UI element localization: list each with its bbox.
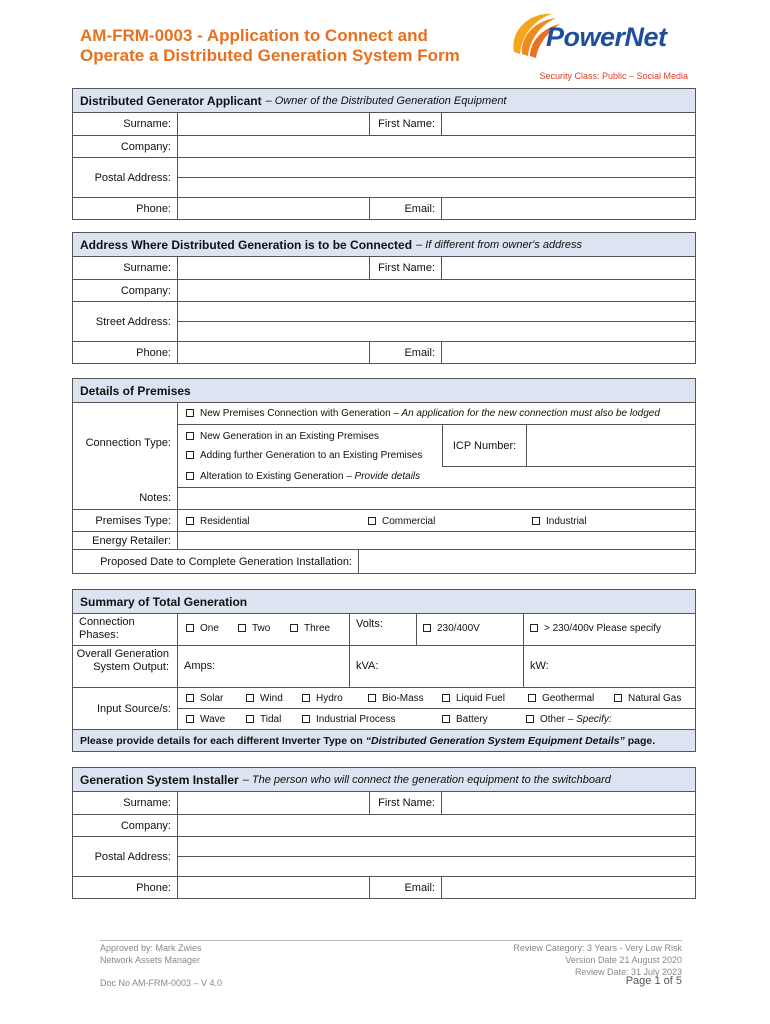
first-name-label: First Name:	[369, 113, 441, 135]
logo-text: PowerNet	[546, 22, 667, 52]
surname-label: Surname:	[123, 118, 171, 130]
summary-heading-title: Summary of Total Generation	[80, 594, 248, 609]
liquid-fuel-option: Liquid Fuel	[456, 693, 505, 704]
adding-further-checkbox[interactable]	[186, 451, 194, 459]
email-label: Email:	[369, 877, 441, 898]
natural-gas-option: Natural Gas	[628, 693, 682, 704]
new-premises-option: New Premises Connection with Generation	[200, 408, 391, 419]
commercial-option: Commercial	[382, 516, 436, 527]
address-surname-field[interactable]	[177, 257, 369, 279]
surname-label: Surname:	[123, 262, 171, 274]
bio-mass-checkbox[interactable]	[368, 694, 376, 702]
first-name-label: First Name:	[369, 792, 441, 814]
premises-type-label: Premises Type:	[95, 514, 171, 527]
note-prefix: Please provide details for each different Inverter Type on	[80, 734, 363, 747]
commercial-checkbox[interactable]	[368, 517, 376, 525]
industrial-process-checkbox[interactable]	[302, 715, 310, 723]
proposed-date-label: Proposed Date to Complete Generation Installation:	[100, 555, 352, 568]
installer-heading-title: Generation System Installer	[80, 772, 239, 787]
energy-retailer-label: Energy Retailer:	[92, 534, 171, 547]
tidal-checkbox[interactable]	[246, 715, 254, 723]
wind-checkbox[interactable]	[246, 694, 254, 702]
solar-option: Solar	[200, 693, 224, 704]
postal-address-label: Postal Address:	[94, 171, 171, 184]
tidal-option: Tidal	[260, 714, 282, 725]
address-heading-title: Address Where Distributed Generation is to be Connected	[80, 237, 413, 252]
company-label: Company:	[120, 819, 171, 832]
connection-phases-label: Connection Phases:	[79, 616, 135, 641]
installer-email-field[interactable]	[441, 877, 695, 898]
phase-one-checkbox[interactable]	[186, 624, 194, 632]
wave-checkbox[interactable]	[186, 715, 194, 723]
address-company-field[interactable]	[177, 280, 695, 301]
other-option: Other	[540, 714, 566, 725]
installer-company-field[interactable]	[177, 815, 695, 836]
review-date: Review Date: 31 July 2023	[574, 967, 682, 977]
applicant-postal-address-field[interactable]	[177, 158, 695, 197]
wind-option: Wind	[260, 693, 283, 704]
alteration-checkbox[interactable]	[186, 472, 194, 480]
phase-one-option: One	[200, 623, 219, 634]
connection-type-options	[177, 403, 695, 508]
installer-section	[72, 767, 696, 899]
installer-heading-subtitle: – The person who will connect the generation equipment to the switchboard	[242, 773, 611, 786]
energy-retailer-field[interactable]	[177, 532, 695, 549]
new-premises-note: – An application for the new connection must also be lodged	[393, 408, 660, 419]
applicant-email-field[interactable]	[441, 198, 695, 219]
page-number: Page 1 of 5	[625, 975, 682, 987]
applicant-heading-title: Distributed Generator Applicant	[80, 93, 262, 108]
amps-field[interactable]	[177, 646, 349, 687]
geothermal-option: Geothermal	[542, 693, 595, 704]
applicant-section	[72, 88, 696, 220]
amps-label: Amps:	[184, 660, 216, 672]
address-street-field[interactable]	[177, 302, 695, 341]
inverter-details-note	[73, 729, 695, 751]
powernet-logo	[508, 8, 693, 68]
alteration-note: – Provide details	[346, 471, 421, 482]
kw-field[interactable]	[523, 646, 695, 687]
alteration-option: Alteration to Existing Generation	[200, 471, 344, 482]
premises-section	[72, 378, 696, 574]
industrial-checkbox[interactable]	[532, 517, 540, 525]
email-label: Email:	[369, 198, 441, 219]
applicant-heading-subtitle: – Owner of the Distributed Generation Equipment	[265, 94, 507, 107]
kw-label: kW:	[530, 660, 549, 672]
applicant-phone-field[interactable]	[177, 198, 369, 219]
address-heading	[73, 233, 695, 257]
postal-address-label: Postal Address:	[94, 850, 171, 863]
summary-heading	[73, 590, 695, 614]
volts-gt230-option-cell	[523, 614, 695, 645]
security-class: Security Class: Public – Social Media	[539, 71, 688, 81]
residential-option: Residential	[200, 516, 250, 527]
volts-230-checkbox[interactable]	[423, 624, 431, 632]
address-section	[72, 232, 696, 364]
phone-label: Phone:	[136, 881, 171, 894]
hydro-checkbox[interactable]	[302, 694, 310, 702]
kva-field[interactable]	[349, 646, 523, 687]
title-line-2: Operate a Distributed Generation System Form	[80, 46, 460, 65]
approved-by: Approved by: Mark Zwies	[100, 943, 202, 953]
notes-label: Notes:	[139, 492, 171, 504]
phase-two-option: Two	[252, 623, 271, 634]
address-phone-field[interactable]	[177, 342, 369, 363]
volts-gt230-option: > 230/400v Please specify	[544, 623, 662, 634]
volts-230-option-cell	[416, 614, 523, 645]
version-date: Version Date 21 August 2020	[565, 955, 682, 965]
address-email-field[interactable]	[441, 342, 695, 363]
volts-label: Volts:	[349, 614, 416, 645]
company-label: Company:	[120, 284, 171, 297]
form-title	[80, 26, 510, 66]
street-address-label: Street Address:	[95, 315, 171, 328]
phone-label: Phone:	[136, 202, 171, 215]
surname-label: Surname:	[123, 797, 171, 809]
address-heading-subtitle: – If different from owner's address	[416, 238, 583, 251]
note-suffix: page.	[627, 734, 656, 747]
other-checkbox[interactable]	[526, 715, 534, 723]
industrial-option: Industrial	[546, 516, 587, 527]
page-footer	[100, 940, 682, 988]
applicant-heading	[73, 89, 695, 113]
phase-three-checkbox[interactable]	[290, 624, 298, 632]
title-line-1: AM-FRM-0003 - Application to Connect and	[80, 26, 428, 45]
input-sources-label: Input Source/s:	[97, 702, 171, 715]
installer-postal-address-field[interactable]	[177, 837, 695, 876]
installer-heading	[73, 768, 695, 792]
installer-surname-field[interactable]	[177, 792, 369, 814]
first-name-label: First Name:	[369, 257, 441, 279]
applicant-company-field[interactable]	[177, 136, 695, 157]
approver-role: Network Assets Manager	[100, 955, 201, 965]
overall-output-label: Overall Generation System Output:	[76, 648, 169, 673]
premises-type-options	[177, 510, 695, 531]
other-note: – Specify:	[567, 714, 612, 725]
residential-checkbox[interactable]	[186, 517, 194, 525]
applicant-first-name-field[interactable]	[441, 113, 695, 135]
premises-heading-title: Details of Premises	[80, 383, 191, 398]
industrial-process-option: Industrial Process	[316, 714, 396, 725]
icp-number-field[interactable]	[526, 425, 695, 467]
hydro-option: Hydro	[316, 693, 343, 704]
input-sources-options	[177, 688, 695, 729]
installer-phone-field[interactable]	[177, 877, 369, 898]
battery-checkbox[interactable]	[442, 715, 450, 723]
battery-option: Battery	[456, 714, 488, 725]
company-label: Company:	[120, 140, 171, 153]
phone-label: Phone:	[136, 346, 171, 359]
volts-gt230-checkbox[interactable]	[530, 624, 538, 632]
connection-type-label: Connection Type:	[85, 437, 171, 449]
geothermal-checkbox[interactable]	[528, 694, 536, 702]
installer-first-name-field[interactable]	[441, 792, 695, 814]
new-existing-option: New Generation in an Existing Premises	[200, 431, 379, 442]
volts-230-option: 230/400V	[437, 623, 480, 634]
applicant-surname-field[interactable]	[177, 113, 369, 135]
bio-mass-option: Bio-Mass	[382, 693, 424, 704]
review-category: Review Category: 3 Years - Very Low Risk	[513, 943, 682, 953]
phase-three-option: Three	[304, 623, 331, 634]
address-first-name-field[interactable]	[441, 257, 695, 279]
liquid-fuel-checkbox[interactable]	[442, 694, 450, 702]
doc-number: Doc No AM-FRM-0003 – V 4.0	[100, 978, 223, 988]
premises-heading	[73, 379, 695, 403]
summary-section	[72, 589, 696, 752]
kva-label: kVA:	[356, 660, 379, 672]
note-link-text: “Distributed Generation System Equipment Details”	[365, 734, 625, 747]
phase-two-checkbox[interactable]	[238, 624, 246, 632]
adding-further-option: Adding further Generation to an Existing Premises	[200, 450, 423, 461]
natural-gas-checkbox[interactable]	[614, 694, 622, 702]
proposed-date-field[interactable]	[358, 550, 695, 573]
phases-options	[177, 614, 349, 645]
new-existing-checkbox[interactable]	[186, 432, 194, 440]
solar-checkbox[interactable]	[186, 694, 194, 702]
wave-option: Wave	[200, 714, 226, 725]
icp-number-label: ICP Number:	[442, 425, 526, 467]
new-premises-checkbox[interactable]	[186, 409, 194, 417]
email-label: Email:	[369, 342, 441, 363]
